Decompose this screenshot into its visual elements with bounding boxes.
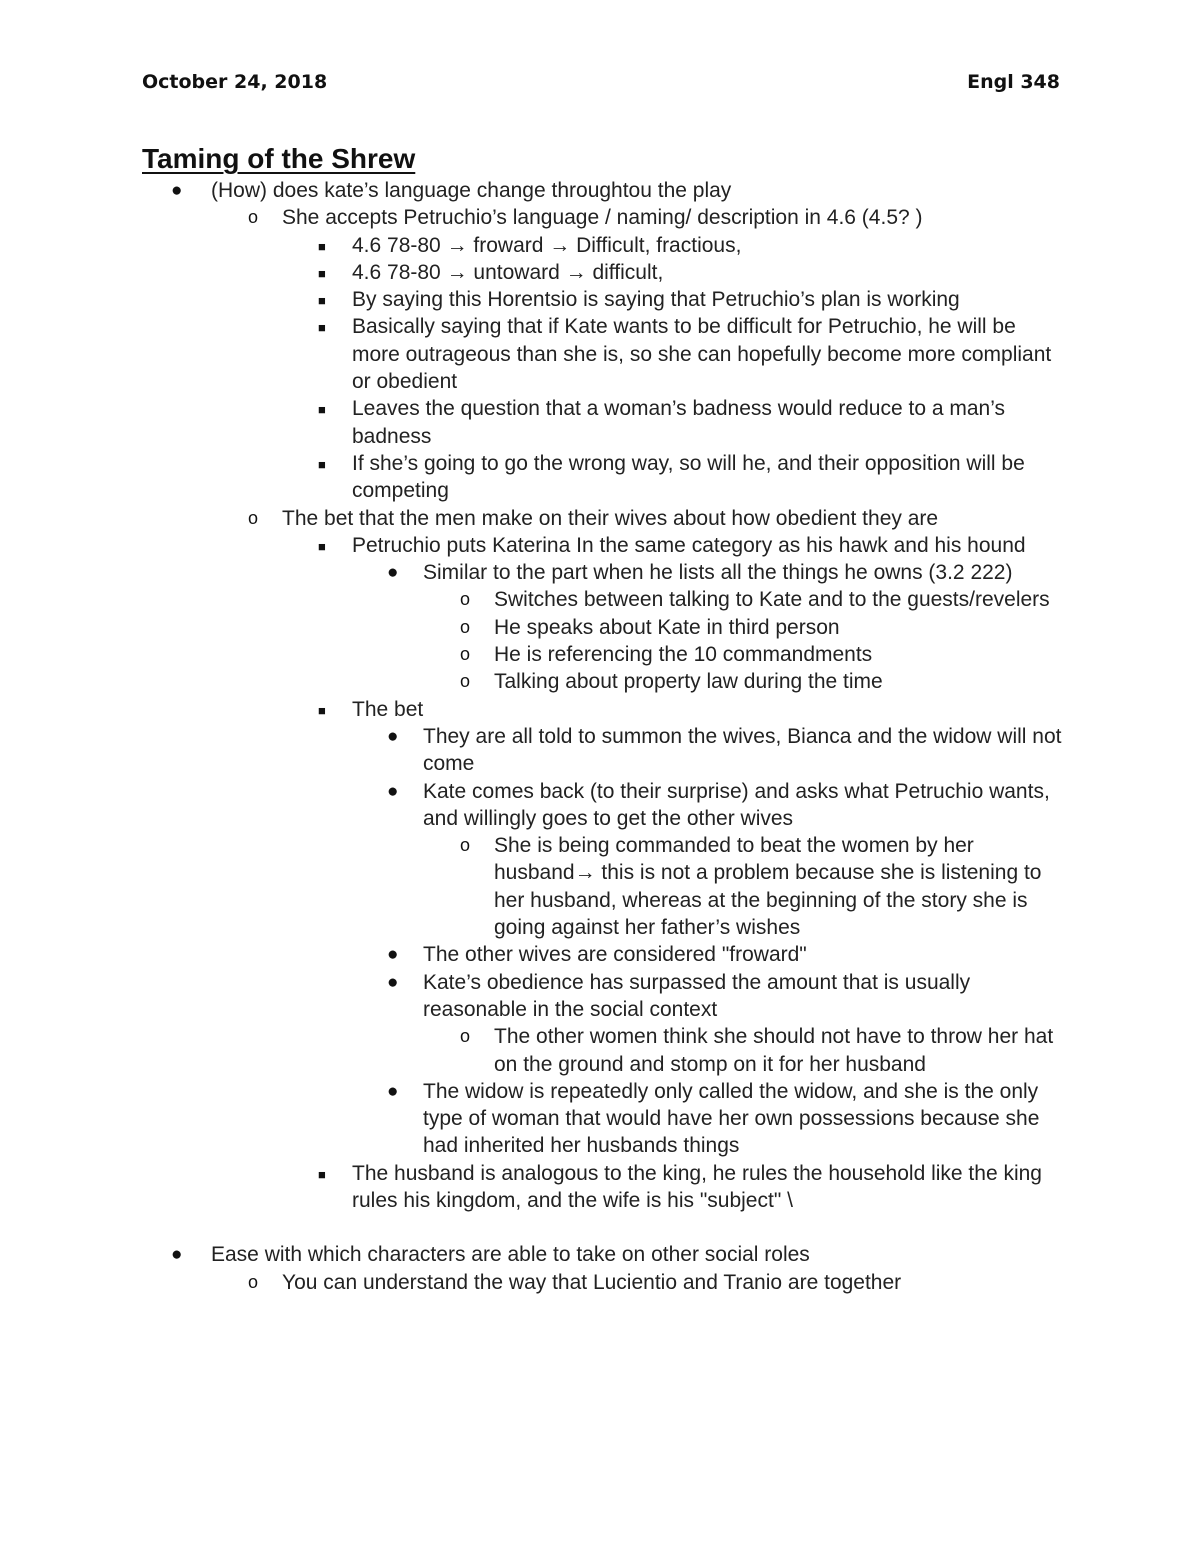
note-text: Basically saying that if Kate wants to be difficult for Petruchio, he will be more outrageous than she is, so she can hopefully become more compliant or obedient <box>352 315 1052 394</box>
notes-outline <box>0 177 1200 1296</box>
disc-bullet-icon: ● <box>387 1080 399 1102</box>
list-item <box>318 232 1064 259</box>
note-text: (How) does kate’s language change throughtou the play <box>211 179 732 202</box>
square-bullet-icon: ■ <box>318 1166 326 1182</box>
list-item <box>248 204 1062 231</box>
note-text: By saying this Horentsio is saying that Petruchio’s plan is working <box>352 288 960 312</box>
list-item <box>387 941 1063 968</box>
note-text: Kate’s obedience has surpassed the amount that is usually reasonable in the social context <box>423 970 971 1021</box>
note-text: The other wives are considered "froward" <box>423 943 807 967</box>
list-item <box>460 586 1064 613</box>
list-item <box>460 668 1064 695</box>
list-item <box>248 505 1062 532</box>
disc-bullet-icon: ● <box>387 780 399 802</box>
square-bullet-icon: ■ <box>318 538 326 554</box>
circle-bullet-icon: o <box>460 671 471 692</box>
list-item <box>318 313 1064 395</box>
disc-bullet-icon: ● <box>387 971 399 993</box>
list-item <box>460 614 1064 641</box>
note-text: Similar to the part when he lists all the things he owns (3.2 222) <box>423 561 1013 585</box>
note-text: 4.6 78-80 → untoward → difficult, <box>352 260 664 284</box>
list-item <box>318 286 1064 313</box>
note-text: The husband is analogous to the king, he rules the household like the king rules his kingdom, and the wife is his "subject" \ <box>352 1161 1042 1212</box>
circle-bullet-icon: o <box>460 835 471 856</box>
circle-bullet-icon: o <box>248 507 259 528</box>
circle-bullet-icon: o <box>460 1026 471 1047</box>
blank-line <box>0 1214 1200 1241</box>
note-text: They are all told to summon the wives, Bianca and the widow will not come <box>423 724 1062 776</box>
list-item <box>460 1023 1064 1078</box>
square-bullet-icon: ■ <box>318 320 326 336</box>
circle-bullet-icon: o <box>248 207 259 228</box>
note-text: She is being commanded to beat the women by her husband→ this is not a problem because she is listening to her husband, whereas at the beginning of the story she is going against her father’s wishes <box>494 834 1042 940</box>
list-item <box>387 723 1063 778</box>
list-item <box>318 532 1064 559</box>
note-text: The widow is repeatedly only called the widow, and she is the only type of woman that would have her own possessions because she had inherited her husbands things <box>423 1079 1040 1158</box>
circle-bullet-icon: o <box>460 589 471 610</box>
note-text: Petruchio puts Katerina In the same category as his hawk and his hound <box>352 533 1026 557</box>
note-text: The other women think she should not have to throw her hat on the ground and stomp on it for her husband <box>494 1025 1054 1076</box>
circle-bullet-icon: o <box>248 1271 259 1292</box>
note-text: You can understand the way that Lucientio and Tranio are together <box>282 1270 902 1294</box>
list-item <box>387 778 1063 833</box>
square-bullet-icon: ■ <box>318 456 326 472</box>
list-item <box>387 969 1063 1024</box>
square-bullet-icon: ■ <box>318 265 326 281</box>
note-text: He speaks about Kate in third person <box>494 615 840 639</box>
note-text: Switches between talking to Kate and to the guests/revelers <box>494 588 1050 612</box>
note-text: If she’s going to go the wrong way, so will he, and their opposition will be competing <box>352 451 1025 503</box>
list-item <box>171 1241 1061 1268</box>
circle-bullet-icon: o <box>460 616 471 637</box>
note-text: He is referencing the 10 commandments <box>494 643 873 667</box>
list-item <box>248 1269 1062 1296</box>
list-item <box>318 259 1064 286</box>
list-item <box>460 832 1064 941</box>
note-text: Leaves the question that a woman’s badness would reduce to a man’s badness <box>352 397 1005 448</box>
square-bullet-icon: ■ <box>318 702 326 718</box>
list-item <box>318 450 1064 505</box>
list-item <box>460 641 1064 668</box>
note-text: Ease with which characters are able to take on other social roles <box>211 1243 810 1267</box>
list-item <box>318 696 1064 723</box>
circle-bullet-icon: o <box>460 644 471 665</box>
note-text: Talking about property law during the time <box>494 670 883 694</box>
square-bullet-icon: ■ <box>318 293 326 309</box>
disc-bullet-icon: ● <box>387 725 399 747</box>
header-course: Engl 348 <box>967 71 1060 93</box>
page-title: Taming of the Shrew <box>142 143 416 174</box>
note-text: 4.6 78-80 → froward → Difficult, fractious, <box>352 233 742 257</box>
note-text: The bet <box>352 697 424 721</box>
disc-bullet-icon: ● <box>171 1244 183 1266</box>
disc-bullet-icon: ● <box>387 562 399 584</box>
square-bullet-icon: ■ <box>318 238 326 254</box>
list-item <box>171 177 1061 204</box>
square-bullet-icon: ■ <box>318 402 326 418</box>
disc-bullet-icon: ● <box>171 180 183 201</box>
list-item <box>387 1078 1063 1160</box>
note-text: She accepts Petruchio’s language / naming/ description in 4.6 (4.5? ) <box>282 206 923 230</box>
disc-bullet-icon: ● <box>387 944 399 966</box>
note-text: Kate comes back (to their surprise) and asks what Petruchio wants, and willingly goes to get the other wives <box>423 779 1050 830</box>
list-item <box>318 395 1064 450</box>
list-item <box>318 1160 1064 1215</box>
header-date: October 24, 2018 <box>142 71 328 93</box>
note-text: The bet that the men make on their wives about how obedient they are <box>282 506 939 530</box>
list-item <box>387 559 1063 586</box>
